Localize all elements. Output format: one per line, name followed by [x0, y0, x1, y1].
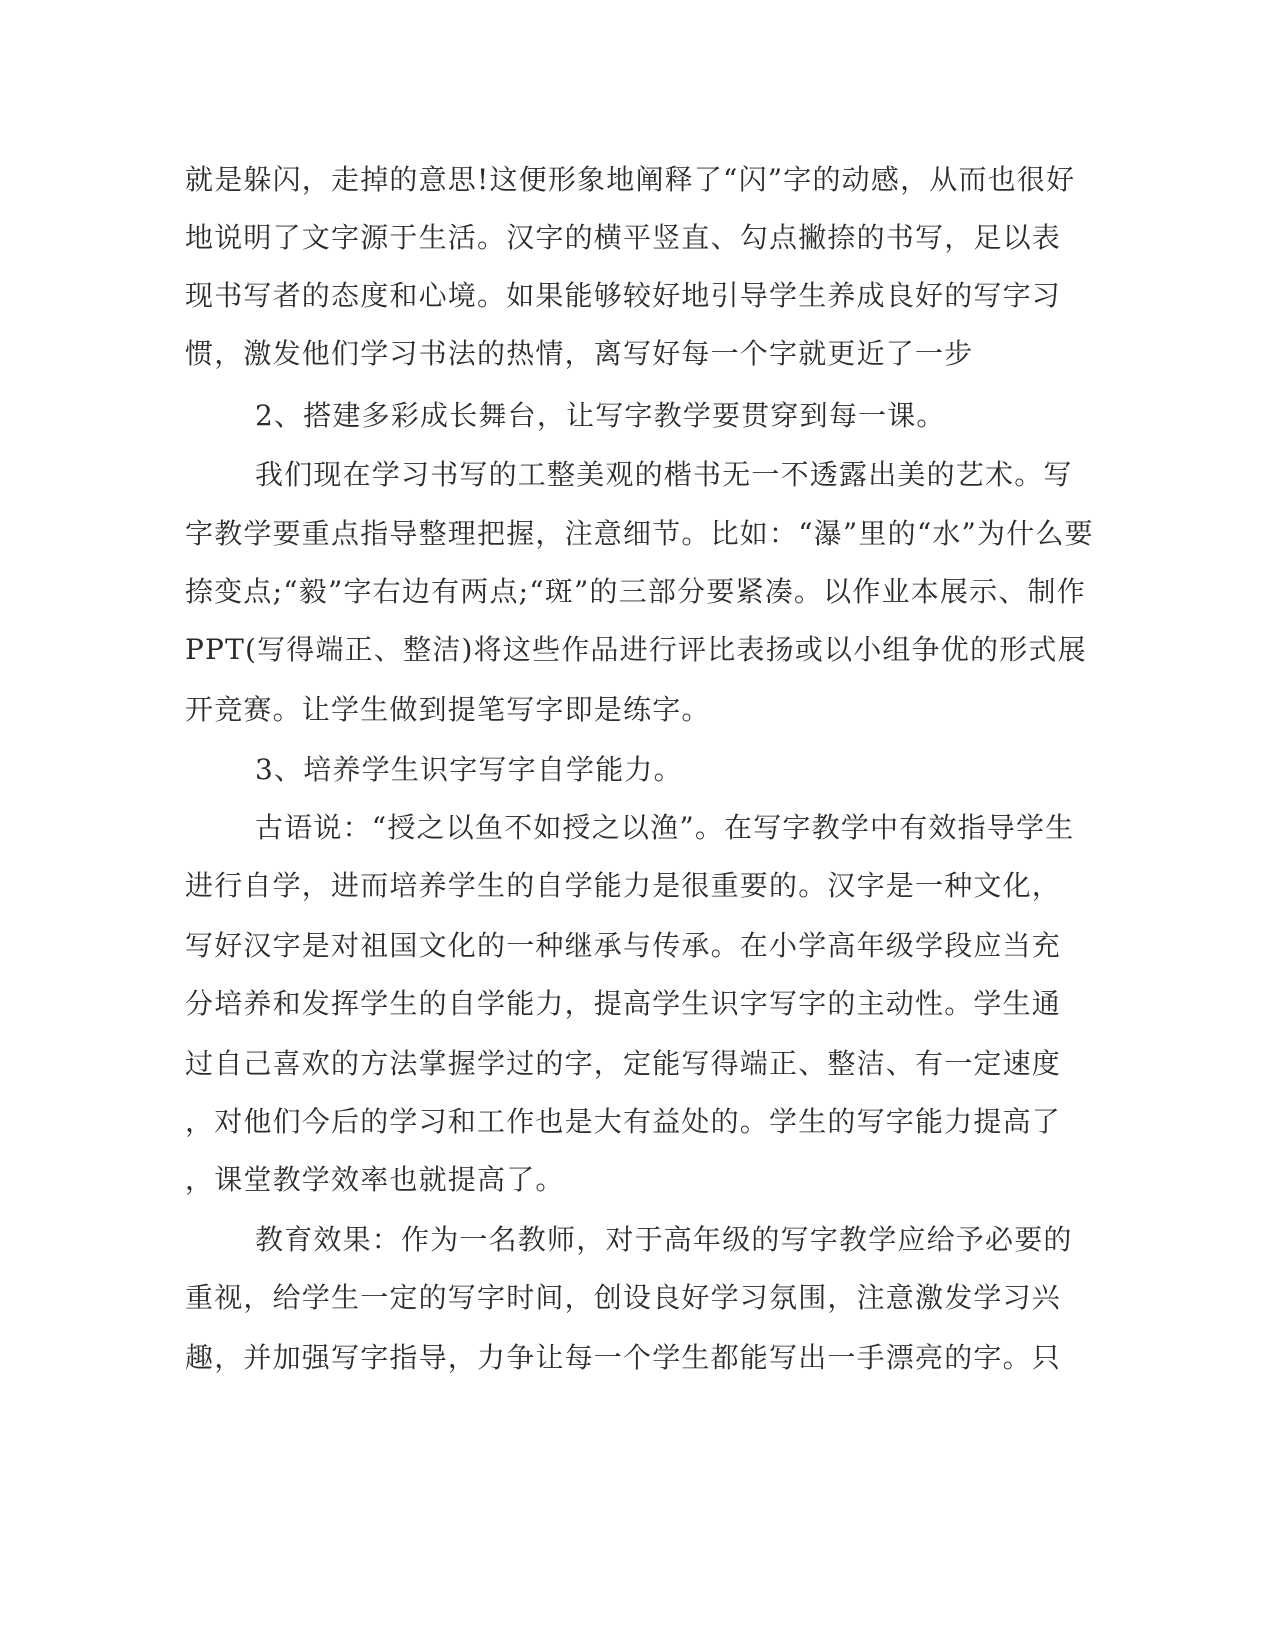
text-line: 重视，给学生一定的写字时间，创设良好学习氛围，注意激发学习兴: [185, 1281, 1062, 1314]
text-line: 分培养和发挥学生的自学能力，提高学生识字写字的主动性。学生通: [185, 987, 1062, 1020]
text-line: 就是躲闪，走掉的意思!这便形象地阐释了“闪”字的动感，从而也很好: [185, 163, 1076, 196]
text-line: 字教学要重点指导整理把握，注意细节。比如：“瀑”里的“水”为什么要: [185, 517, 1094, 550]
section-heading: 3、培养学生识字写字自学能力。: [255, 753, 683, 786]
text-line: PPT(写得端正、整洁)将这些作品进行评比表扬或以小组争优的形式展: [185, 633, 1087, 666]
text-line: 进行自学，进而培养学生的自学能力是很重要的。汉字是一种文化，: [185, 869, 1062, 902]
text-line: 古语说：“授之以鱼不如授之以渔”。在写字教学中有效指导学生: [255, 811, 1075, 844]
text-line: 写好汉字是对祖国文化的一种继承与传承。在小学高年级学段应当充: [185, 929, 1062, 962]
text-line: 过自己喜欢的方法掌握学过的字，定能写得端正、整洁、有一定速度: [185, 1047, 1062, 1080]
text-line: 地说明了文字源于生活。汉字的横平竖直、勾点撇捺的书写，足以表: [185, 221, 1062, 254]
text-line: ，对他们今后的学习和工作也是大有益处的。学生的写字能力提高了: [185, 1105, 1062, 1138]
text-line: 趣，并加强写字指导，力争让每一个学生都能写出一手漂亮的字。只: [185, 1341, 1062, 1374]
text-line: 教育效果：作为一名教师，对于高年级的写字教学应给予必要的: [255, 1223, 1073, 1256]
text-line: 惯，激发他们学习书法的热情，离写好每一个字就更近了一步: [185, 337, 974, 370]
text-line: ，课堂教学效率也就提高了。: [185, 1163, 565, 1196]
section-heading: 2、搭建多彩成长舞台，让写字教学要贯穿到每一课。: [255, 399, 946, 432]
text-line: 我们现在学习书写的工整美观的楷书无一不透露出美的艺术。写: [255, 458, 1073, 491]
text-line: 开竞赛。让学生做到提笔写字即是练字。: [185, 693, 711, 726]
text-line: 捺变点;“毅”字右边有两点;“斑”的三部分要紧凑。以作业本展示、制作: [185, 575, 1086, 608]
text-line: 现书写者的态度和心境。如果能够较好地引导学生养成良好的写字习: [185, 279, 1062, 312]
